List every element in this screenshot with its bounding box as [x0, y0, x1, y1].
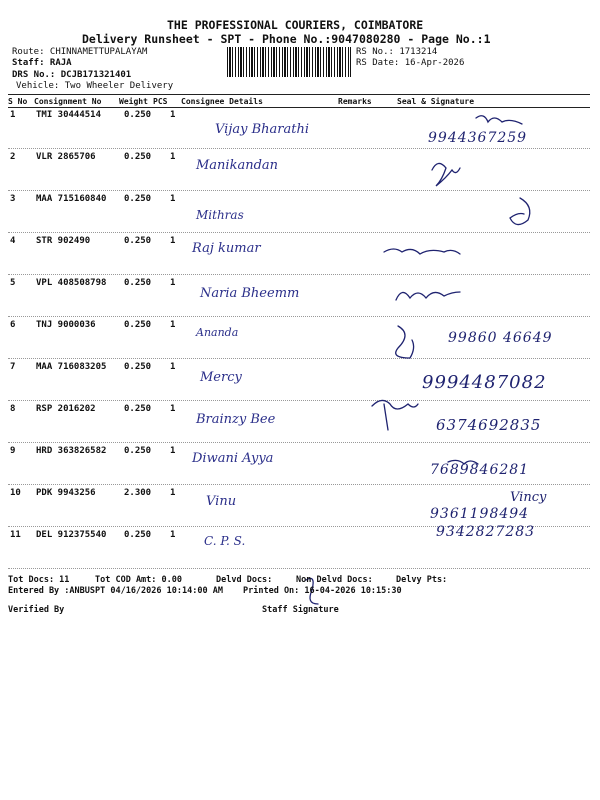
row-weight: 0.250 — [124, 404, 152, 414]
row-consignee-name: Brainzy Bee — [196, 412, 276, 427]
row-sno: 10 — [10, 488, 21, 498]
row-signature-phone: 9944367259 — [428, 130, 528, 146]
row-sno: 7 — [10, 362, 16, 372]
non-delivered-docs: Non Delvd Docs: — [296, 575, 373, 585]
row-pcs: 1 — [170, 194, 176, 204]
row-consignee-name: Naria Bheemm — [200, 286, 300, 301]
row-signature-phone: 6374692835 — [436, 416, 542, 434]
rs-date: RS Date: 16-Apr-2026 — [356, 58, 465, 68]
col-remarks: Remarks — [338, 97, 372, 106]
row-consignee-name: Vinu — [206, 494, 237, 509]
row-pcs: 1 — [170, 404, 176, 414]
printed-on: Printed On: 16-04-2026 10:15:30 — [243, 586, 402, 596]
row-consignee-name: Diwani Ayya — [192, 451, 274, 466]
row-weight: 2.300 — [124, 488, 152, 498]
row-weight: 0.250 — [124, 194, 152, 204]
row-sno: 1 — [10, 110, 16, 120]
row-sno: 9 — [10, 446, 16, 456]
vehicle-label: Vehicle: Two Wheeler Delivery — [16, 81, 174, 91]
row-sno: 11 — [10, 530, 21, 540]
row-consignment-no: MAA 715160840 — [36, 194, 107, 204]
row-pcs: 1 — [170, 530, 176, 540]
row-consignee-name: Raj kumar — [192, 241, 261, 256]
row-signature-phone: 9994487082 — [422, 372, 547, 393]
row-sno: 4 — [10, 236, 16, 246]
row-consignment-no: MAA 716083205 — [36, 362, 107, 372]
staff-label: Staff: RAJA — [12, 58, 72, 68]
row-consignee-name: C. P. S. — [204, 534, 246, 548]
row-consignment-no: TNJ 9000036 — [36, 320, 96, 330]
row-signature-phone: 9361198494 — [430, 506, 530, 522]
row-consignee-name: Mercy — [200, 370, 242, 385]
row-signature-phone: 99860 46649 — [448, 330, 553, 346]
row-weight: 0.250 — [124, 530, 152, 540]
row-consignment-no: DEL 912375540 — [36, 530, 107, 540]
row-sno: 6 — [10, 320, 16, 330]
delivered-docs: Delvd Docs: — [216, 575, 273, 585]
row-pcs: 1 — [170, 152, 176, 162]
signature-vincy: Vincy — [510, 490, 547, 505]
row-consignment-no: PDK 9943256 — [36, 488, 96, 498]
row-consignment-no: STR 902490 — [36, 236, 91, 246]
row-weight: 0.250 — [124, 236, 152, 246]
row-sno: 3 — [10, 194, 16, 204]
row-consignee-name: Mithras — [196, 208, 244, 222]
drs-label: DRS No.: DCJB171321401 — [12, 70, 132, 80]
row-consignment-no: VLR 2865706 — [36, 152, 96, 162]
verified-by: Verified By — [8, 605, 65, 615]
row-signature-phone: 9342827283 — [436, 524, 536, 540]
row-weight: 0.250 — [124, 110, 152, 120]
route-label: Route: CHINNAMETTUPALAYAM — [12, 47, 148, 57]
staff-signature: Staff Signature — [262, 605, 339, 615]
row-pcs: 1 — [170, 320, 176, 330]
tot-docs: Tot Docs: 11 — [8, 575, 70, 585]
delivery-points: Delvy Pts: — [396, 575, 448, 585]
row-weight: 0.250 — [124, 152, 152, 162]
col-sno: S No — [8, 97, 28, 106]
row-weight: 0.250 — [124, 278, 152, 288]
col-consignment: Consignment No — [34, 97, 102, 106]
row-consignment-no: RSP 2016202 — [36, 404, 96, 414]
row-pcs: 1 — [170, 278, 176, 288]
row-consignee-name: Vijay Bharathi — [215, 122, 309, 137]
row-consignment-no: HRD 363826582 — [36, 446, 107, 456]
row-pcs: 1 — [170, 488, 176, 498]
runsheet-title: Delivery Runsheet - SPT - Phone No.:9047080280 - Page No.:1 — [82, 32, 491, 46]
row-sno: 5 — [10, 278, 16, 288]
row-signature-phone: 7689846281 — [430, 462, 530, 478]
tot-cod-amount: Tot COD Amt: 0.00 — [95, 575, 182, 585]
col-pcs: PCS — [153, 97, 168, 106]
rs-number: RS No.: 1713214 — [356, 47, 438, 57]
row-pcs: 1 — [170, 362, 176, 372]
row-consignee-name: Manikandan — [196, 158, 279, 173]
row-weight: 0.250 — [124, 446, 152, 456]
row-consignment-no: TMI 30444514 — [36, 110, 102, 120]
row-pcs: 1 — [170, 110, 176, 120]
row-consignee-name: Ananda — [196, 326, 239, 339]
entered-by: Entered By :ANBUSPT 04/16/2026 10:14:00 AM — [8, 586, 223, 596]
col-seal-signature: Seal & Signature — [397, 97, 475, 106]
row-sno: 2 — [10, 152, 16, 162]
col-consignee: Consignee Details — [181, 97, 263, 106]
row-weight: 0.250 — [124, 362, 152, 372]
row-sno: 8 — [10, 404, 16, 414]
row-weight: 0.250 — [124, 320, 152, 330]
row-pcs: 1 — [170, 446, 176, 456]
row-pcs: 1 — [170, 236, 176, 246]
row-consignment-no: VPL 408508798 — [36, 278, 107, 288]
col-weight: Weight — [119, 97, 148, 106]
company-title: THE PROFESSIONAL COURIERS, COIMBATORE — [167, 18, 424, 32]
